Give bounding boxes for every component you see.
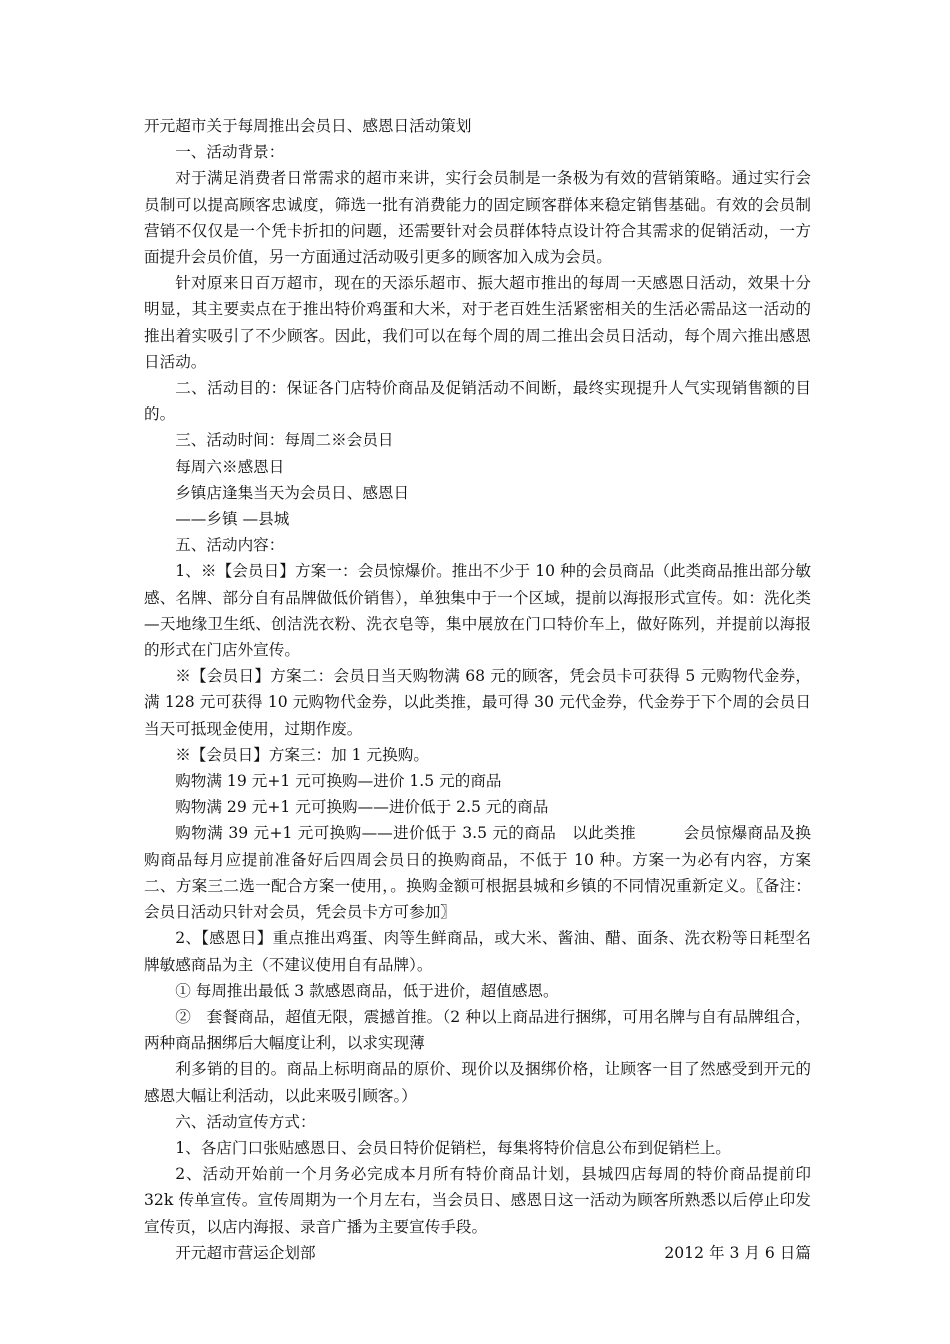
paragraph: 2、【感恩日】重点推出鸡蛋、肉等生鲜商品，或大米、酱油、醋、面条、洗衣粉等日耗型名牌敏感商品为主（不建议使用自有品牌）。 <box>144 929 811 974</box>
paragraph: ② 套餐商品，超值无限，震撼首推。（2 种以上商品进行捆绑，可用名牌与自有品牌组合，两种商品捆绑后大幅度让利，以求实现薄 <box>144 1007 811 1053</box>
paragraph: 购物满 19 元+1 元可换购—进价 1.5 元的商品 <box>175 772 502 791</box>
paragraph: ※【会员日】方案二：会员日当天购物满 68 元的顾客，凭会员卡可获得 5 元购物代金券，满 128 元可获得 10 元购物代金券，以此类推，最可得 30 元代金券，代金券于下个周的会员日当天可抵现金使用，过期作废。 <box>144 667 811 738</box>
paragraph: 乡镇店逢集当天为会员日、感恩日 <box>175 483 410 502</box>
section-heading-content: 五、活动内容： <box>175 536 285 555</box>
signature-line <box>144 1240 811 1266</box>
document-body <box>144 113 811 1266</box>
document-title: 开元超市关于每周推出会员日、感恩日活动策划 <box>144 117 472 135</box>
paragraph: 1、※【会员日】方案一：会员惊爆价。推出不少于 10 种的会员商品（此类商品推出部分敏感、名牌、部分自有品牌做低价销售），单独集中于一个区域，提前以海报形式宣传。如：洗化类—天地缘卫生纸、创洁洗衣粉、洗衣皂等，集中展放在门口特价车上，做好陈列，并提前以海报的形式在门店外宣传。 <box>144 562 811 660</box>
paragraph: 购物满 39 元+1 元可换购——进价低于 3.5 元的商品 以此类推 会员惊爆商品及换购商品每月应提前准备好后四周会员日的换购商品，不低于 10 种。方案一为必有内容，方案二、方案三二选一配合方案一使用，。换购金额可根据县城和乡镇的不同情况重新定义。〖备注：会员日活动只针对会员，凭会员卡方可参加〗 <box>144 824 811 922</box>
paragraph: 对于满足消费者日常需求的超市来讲，实行会员制是一条极为有效的营销策略。通过实行会员制可以提高顾客忠诚度，筛选一批有消费能力的固定顾客群体来稳定销售基础。有效的会员制营销不仅仅是一个凭卡折扣的问题，还需要针对会员群体特点设计符合其需求的促销活动，一方面提升会员价值，另一方面通过活动吸引更多的顾客加入成为会员。 <box>144 169 811 267</box>
paragraph: 1、各店门口张贴感恩日、会员日特价促销栏，每集将特价信息公布到促销栏上。 <box>175 1138 731 1157</box>
section-heading-promotion: 六、活动宣传方式： <box>175 1112 316 1131</box>
department-name: 开元超市营运企划部 <box>175 1243 316 1262</box>
document-date: 2012 年 3 月 6 日篇 <box>664 1243 811 1262</box>
paragraph: 针对原来日百万超市，现在的天添乐超市、振大超市推出的每周一天感恩日活动，效果十分明显，其主要卖点在于推出特价鸡蛋和大米，对于老百姓生活紧密相关的生活必需品这一活动的推出着实吸引了不少顾客。因此，我们可以在每个周的周二推出会员日活动，每个周六推出感恩日活动。 <box>144 274 811 371</box>
paragraph: 三、活动时间：每周二※会员日 <box>175 431 394 450</box>
paragraph: 利多销的目的。商品上标明商品的原价、现价以及捆绑价格，让顾客一目了然感受到开元的感恩大幅让利活动，以此来吸引顾客。） <box>144 1060 811 1105</box>
paragraph: 二、活动目的：保证各门店特价商品及促销活动不间断，最终实现提升人气实现销售额的目的。 <box>144 379 811 424</box>
paragraph: 2、活动开始前一个月务必完成本月所有特价商品计划，县城四店每周的特价商品提前印 32k 传单宣传。宣传周期为一个月左右，当会员日、感恩日这一活动为顾客所熟悉以后停止印发宣传页，以店内海报、录音广播为主要宣传手段。 <box>144 1165 811 1236</box>
paragraph: ① 每周推出最低 3 款感恩商品，低于进价，超值感恩。 <box>175 981 559 1000</box>
paragraph: ※【会员日】方案三：加 1 元换购。 <box>175 745 429 764</box>
paragraph: 购物满 29 元+1 元可换购——进价低于 2.5 元的商品 <box>175 798 549 817</box>
paragraph: 每周六※感恩日 <box>175 457 285 476</box>
section-heading-background: 一、活动背景： <box>175 143 285 162</box>
paragraph: ——乡镇 —县城 <box>175 510 290 529</box>
